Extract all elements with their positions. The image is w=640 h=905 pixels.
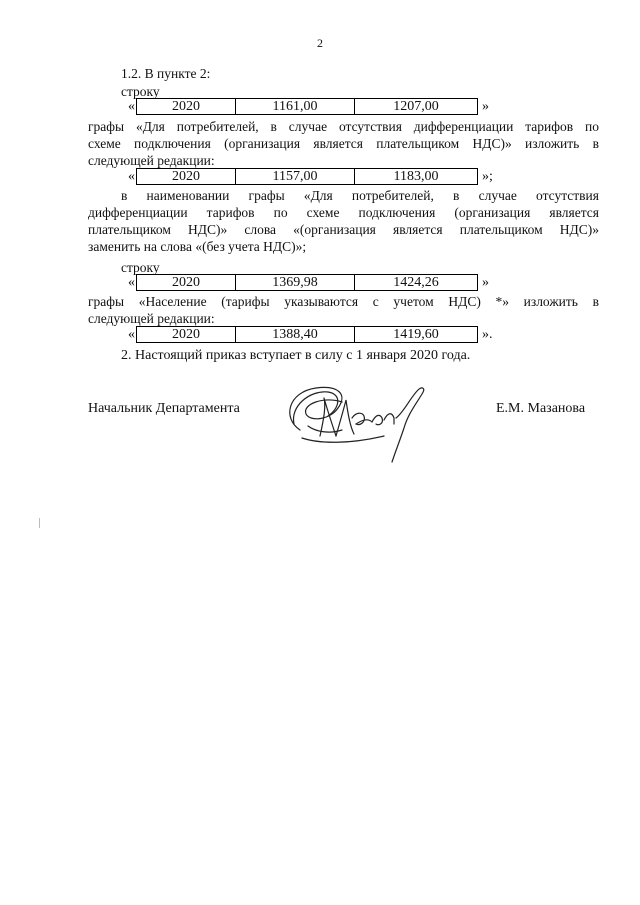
- close-quote: »;: [482, 169, 493, 184]
- tariff-table-2: [136, 168, 478, 185]
- tariff-table-1: [136, 98, 478, 115]
- margin-mark: [39, 518, 40, 528]
- tariff-row-2: [121, 167, 493, 185]
- value-cell-2: 1424,26: [355, 275, 478, 291]
- para-2-line-4: заменить на слова «(без учета НДС)»;: [88, 239, 307, 254]
- item-1-2-heading: 1.2. В пункте 2:: [121, 66, 211, 81]
- open-quote: «: [128, 99, 135, 114]
- open-quote: «: [128, 327, 135, 342]
- para-3-line-2: следующей редакции:: [88, 311, 215, 326]
- close-quote: »: [482, 99, 489, 114]
- para-2-line-3: плательщиком НДС)» слова «(организация является плательщиком НДС)»: [88, 222, 599, 237]
- value-cell-2: 1183,00: [355, 169, 478, 185]
- para-1-line-2: схеме подключения (организация является плательщиком НДС)» изложить в: [88, 136, 599, 151]
- value-cell-1: 1369,98: [236, 275, 355, 291]
- value-cell-1: 1388,40: [236, 327, 355, 343]
- year-cell: 2020: [137, 327, 236, 343]
- year-cell: 2020: [137, 99, 236, 115]
- handwritten-signature: [280, 378, 440, 466]
- stroku-label-2: строку: [121, 260, 160, 275]
- year-cell: 2020: [137, 169, 236, 185]
- tariff-row-1: [121, 97, 489, 115]
- page-number: 2: [317, 36, 323, 50]
- para-3-line-1: графы «Население (тарифы указываются с учетом НДС) *» изложить в: [88, 294, 599, 309]
- value-cell-1: 1161,00: [236, 99, 355, 115]
- value-cell-1: 1157,00: [236, 169, 355, 185]
- open-quote: «: [128, 275, 135, 290]
- stroku-label-1: строку: [121, 84, 160, 99]
- tariff-table-4: [136, 326, 478, 343]
- value-cell-2: 1207,00: [355, 99, 478, 115]
- item-2-paragraph: 2. Настоящий приказ вступает в силу с 1 января 2020 года.: [121, 348, 471, 363]
- tariff-row-4: [121, 325, 493, 343]
- year-cell: 2020: [137, 275, 236, 291]
- para-1-line-1: графы «Для потребителей, в случае отсутствия дифференциации тарифов по: [88, 119, 599, 134]
- tariff-row-3: [121, 273, 489, 291]
- close-quote: ».: [482, 327, 493, 342]
- close-quote: »: [482, 275, 489, 290]
- signer-title: Начальник Департамента: [88, 401, 240, 416]
- value-cell-2: 1419,60: [355, 327, 478, 343]
- para-2-line-2: дифференциации тарифов по схеме подключения (организация является: [88, 205, 599, 220]
- para-2-line-1: в наименовании графы «Для потребителей, в случае отсутствия: [121, 188, 599, 203]
- para-1-line-3: следующей редакции:: [88, 153, 215, 168]
- open-quote: «: [128, 169, 135, 184]
- tariff-table-3: [136, 274, 478, 291]
- signer-name: Е.М. Мазанова: [496, 401, 586, 416]
